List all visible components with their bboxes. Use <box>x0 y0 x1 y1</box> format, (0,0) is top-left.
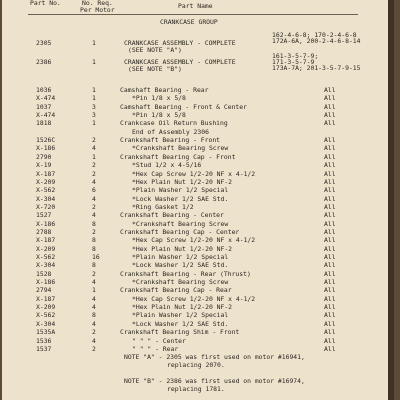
part-name: " " " - Center <box>132 336 186 345</box>
application: All <box>324 219 336 228</box>
quantity: 1 <box>92 94 96 103</box>
quantity: 3 <box>92 111 96 120</box>
part-number: X-187 <box>36 236 56 245</box>
application: All <box>324 136 336 145</box>
table-row <box>2 279 394 286</box>
part-name: " " " - Rear <box>132 344 179 353</box>
assembly-application: 173A-7A; 201-3-5-7-9-15 <box>272 64 361 72</box>
column-header-part-no: Part No. <box>30 0 61 7</box>
part-name: *Hex Cap Screw 1/2-20 NF x 4-1/2 <box>132 169 256 178</box>
application: All <box>324 336 336 345</box>
part-name: *Pin 1/8 x 5/8 <box>132 94 186 103</box>
part-name: *Plain Washer 1/2 Special <box>132 311 229 320</box>
application: All <box>324 261 336 270</box>
part-name: *Stud 1/2 x 4-5/16 <box>132 161 202 170</box>
part-number: X-474 <box>36 94 56 103</box>
assembly-application: 161-3-5-7-9; <box>272 52 319 60</box>
part-number: X-209 <box>36 303 56 312</box>
table-row <box>2 137 394 144</box>
table-row <box>2 120 394 127</box>
quantity: 4 <box>92 144 96 153</box>
part-name: Crankcase Oil Return Bushing <box>120 119 228 128</box>
quantity: 1 <box>92 152 96 161</box>
application: All <box>324 169 336 178</box>
quantity: 2 <box>92 169 96 178</box>
table-row <box>2 338 394 345</box>
table-row <box>2 329 394 336</box>
application: All <box>324 303 336 312</box>
part-name: *Hex Plain Nut 1/2-20 NF-2 <box>132 303 233 312</box>
part-name: *Hex Cap Screw 1/2-20 NF x 4-1/2 <box>132 236 256 245</box>
table-row <box>2 212 394 219</box>
part-number: X-304 <box>36 319 56 328</box>
parts-list-page <box>2 0 394 400</box>
part-name: *Crankshaft Bearing Screw <box>132 278 229 287</box>
part-number: 1818 <box>36 119 52 128</box>
quantity: 8 <box>92 236 96 245</box>
part-name: Crankshaft Bearing - Center <box>120 211 224 220</box>
quantity: 2 <box>92 328 96 337</box>
table-row <box>2 304 394 311</box>
application: All <box>324 344 336 353</box>
page-edge-shadow <box>388 0 394 400</box>
part-number: X-304 <box>36 261 56 270</box>
application: All <box>324 311 336 320</box>
table-row <box>2 179 394 186</box>
column-header-per-motor: Per Motor <box>80 6 115 14</box>
quantity: 4 <box>92 194 96 203</box>
part-name: *Crankshaft Bearing Screw <box>132 144 229 153</box>
part-name: Crankshaft Bearing Cap - Front <box>120 152 236 161</box>
application: All <box>324 319 336 328</box>
part-number: X-562 <box>36 253 56 261</box>
application: All <box>324 328 336 337</box>
part-name: *Pin 1/8 x 5/8 <box>132 111 186 120</box>
quantity: 4 <box>92 294 96 303</box>
assembly-part-no: 2386 <box>36 58 52 66</box>
table-row <box>2 296 394 303</box>
part-number: 2794 <box>36 286 52 295</box>
part-name: Crankshaft Bearing Shim - Front <box>120 328 240 337</box>
part-number: X-209 <box>36 244 56 253</box>
assembly-name: CRANKCASE ASSEMBLY - COMPLETE <box>124 58 236 66</box>
part-number: X-186 <box>36 278 56 287</box>
part-name: *Lock Washer 1/2 SAE Std. <box>132 261 229 270</box>
application: All <box>324 236 336 245</box>
part-name: *Ring Gasket 1/2 <box>132 202 194 211</box>
table-row <box>2 87 394 94</box>
part-number: 2790 <box>36 152 52 161</box>
quantity: 2 <box>92 344 96 353</box>
quantity: 2 <box>92 161 96 170</box>
part-name: Crankshaft Bearing Cap - Rear <box>120 286 232 295</box>
table-row <box>2 312 394 319</box>
header-rule <box>28 14 358 15</box>
table-row <box>2 221 394 228</box>
quantity: 4 <box>92 336 96 345</box>
part-number: 1535A <box>36 328 56 337</box>
quantity: 8 <box>92 261 96 270</box>
quantity: 4 <box>92 278 96 287</box>
application: All <box>324 294 336 303</box>
table-row <box>2 246 394 253</box>
assembly-note-ref: (SEE NOTE "B") <box>128 65 182 73</box>
part-name: *Lock Washer 1/2 SAE Std. <box>132 194 229 203</box>
application: All <box>324 244 336 253</box>
application: All <box>324 194 336 203</box>
table-row <box>2 262 394 269</box>
part-number: X-562 <box>36 311 56 320</box>
application: All <box>324 269 336 278</box>
quantity: 4 <box>92 319 96 328</box>
quantity: 6 <box>92 186 96 195</box>
application: All <box>324 144 336 153</box>
part-number: X-19 <box>36 161 52 170</box>
quantity: 4 <box>92 177 96 186</box>
table-row <box>2 104 394 111</box>
part-number: X-720 <box>36 202 56 211</box>
part-number: 2788 <box>36 227 52 236</box>
part-number: 1526C <box>36 136 56 145</box>
part-name: Crankshaft Bearing Cap - Center <box>120 227 240 236</box>
application: All <box>324 119 336 128</box>
table-row <box>2 187 394 194</box>
application: All <box>324 102 336 111</box>
table-row <box>2 196 394 203</box>
part-name: *Hex Plain Nut 1/2-20 NF-2 <box>132 244 233 253</box>
application: All <box>324 211 336 220</box>
application: All <box>324 253 336 261</box>
application: All <box>324 111 336 120</box>
part-name: *Plain Washer 1/2 Special <box>132 186 229 195</box>
application: All <box>324 161 336 170</box>
column-header-no-req: No. Req. <box>82 0 113 7</box>
part-name: Crankshaft Bearing - Rear (Thrust) <box>120 269 251 278</box>
note-text-continued: replacing 2070. <box>167 361 225 369</box>
table-row <box>2 229 394 236</box>
table-row <box>2 346 394 353</box>
note-text: NOTE "A" - 2305 was first used on motor #16941, <box>124 353 305 361</box>
assembly-application: 172A-6A, 200-2-4-6-8-14 <box>272 37 361 45</box>
table-row <box>2 204 394 211</box>
quantity: 2 <box>92 227 96 236</box>
quantity: 3 <box>92 102 96 111</box>
quantity: 1 <box>92 86 96 94</box>
assembly-application: 162-4-6-8; 170-2-4-6-8 <box>272 31 357 39</box>
table-row <box>2 112 394 119</box>
quantity: 1 <box>92 286 96 295</box>
table-row <box>2 321 394 328</box>
application: All <box>324 186 336 195</box>
table-row <box>2 154 394 161</box>
assembly-part-no: 2305 <box>36 39 52 47</box>
part-name: *Plain Washer 1/2 Special <box>132 253 229 261</box>
table-row <box>2 171 394 178</box>
application: All <box>324 94 336 103</box>
part-number: 1536 <box>36 336 52 345</box>
part-name: *Hex Cap Screw 1/2-20 NF x 4-1/2 <box>132 294 256 303</box>
assembly-quantity: 1 <box>92 58 96 66</box>
quantity: 2 <box>92 136 96 145</box>
application: All <box>324 152 336 161</box>
part-name: *Lock Washer 1/2 SAE Std. <box>132 319 229 328</box>
note-text: NOTE "B" - 2386 was first used on motor #16974, <box>124 377 305 385</box>
quantity: 2 <box>92 269 96 278</box>
table-row <box>2 145 394 152</box>
part-number: 1036 <box>36 86 52 94</box>
table-row <box>2 287 394 294</box>
application: All <box>324 177 336 186</box>
part-number: X-187 <box>36 169 56 178</box>
part-name: Camshaft Bearing - Front & Center <box>120 102 247 111</box>
part-name: Crankshaft Bearing - Front <box>120 136 221 145</box>
quantity: 1 <box>92 119 96 128</box>
part-number: 1537 <box>36 344 52 353</box>
assembly-note-ref: (SEE NOTE "A") <box>128 46 182 54</box>
group-title: CRANKCASE GROUP <box>160 18 218 26</box>
quantity: 4 <box>92 211 96 220</box>
part-number: X-186 <box>36 144 56 153</box>
part-number: X-186 <box>36 219 56 228</box>
quantity: 16 <box>92 253 100 261</box>
assembly-name: CRANKCASE ASSEMBLY - COMPLETE <box>124 39 236 47</box>
part-number: 1528 <box>36 269 52 278</box>
table-row <box>2 162 394 169</box>
quantity: 8 <box>92 219 96 228</box>
quantity: 8 <box>92 311 96 320</box>
column-header-part-name: Part Name <box>178 2 213 10</box>
part-number: X-187 <box>36 294 56 303</box>
assembly-application: 171-3-5-7-9 <box>272 58 315 66</box>
part-number: 1527 <box>36 211 52 220</box>
part-name: Camshaft Bearing - Rear <box>120 86 209 94</box>
quantity: 2 <box>92 202 96 211</box>
part-number: X-562 <box>36 186 56 195</box>
table-row <box>2 129 394 136</box>
application: All <box>324 227 336 236</box>
part-name: *Crankshaft Bearing Screw <box>132 219 229 228</box>
application: All <box>324 286 336 295</box>
part-number: X-209 <box>36 177 56 186</box>
application: All <box>324 86 336 94</box>
part-number: 1037 <box>36 102 52 111</box>
assembly-quantity: 1 <box>92 39 96 47</box>
application: All <box>324 278 336 287</box>
note-text-continued: replacing 1781. <box>167 385 225 393</box>
part-number: X-304 <box>36 194 56 203</box>
quantity: 8 <box>92 244 96 253</box>
table-row <box>2 254 394 261</box>
table-row <box>2 237 394 244</box>
part-number: X-474 <box>36 111 56 120</box>
table-row <box>2 271 394 278</box>
application: All <box>324 202 336 211</box>
table-row <box>2 95 394 102</box>
quantity: 4 <box>92 303 96 312</box>
part-name: End of Assembly 2306 <box>132 127 209 136</box>
part-name: *Hex Plain Nut 1/2-20 NF-2 <box>132 177 233 186</box>
